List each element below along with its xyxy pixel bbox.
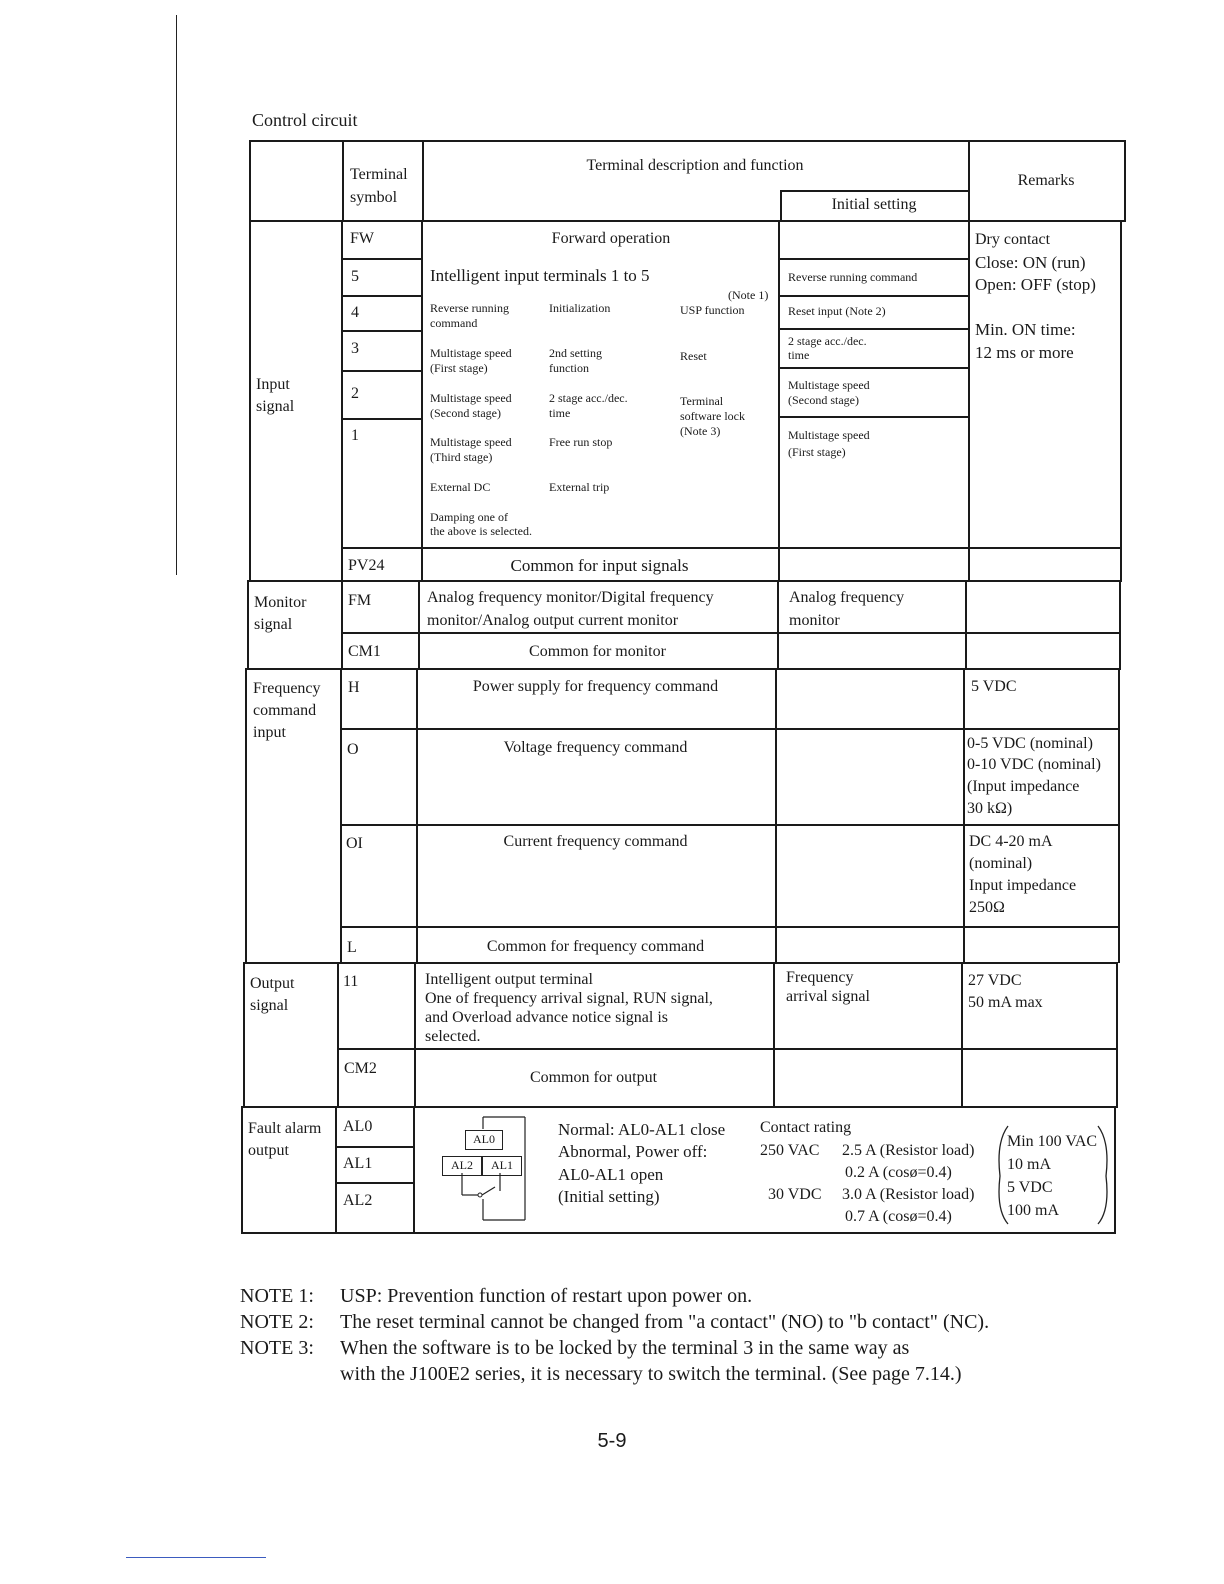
symbol-o: O <box>347 741 359 758</box>
symbol-cm2: CM2 <box>344 1060 377 1077</box>
func-text: Terminal <box>680 394 724 408</box>
relay-al0-box: AL0 <box>465 1130 503 1150</box>
func-text: (First stage) <box>430 361 488 375</box>
func-text: Reverse running <box>430 301 509 315</box>
header-remarks: Remarks <box>1017 172 1075 189</box>
desc-11-3: and Overload advance notice signal is <box>425 1009 669 1026</box>
output-label-1: Output <box>250 975 295 992</box>
initial-fm-2: monitor <box>789 612 840 629</box>
notes <box>240 1283 989 1387</box>
note-1 <box>240 1283 989 1309</box>
fault-desc: Abnormal, Power off: <box>558 1142 708 1161</box>
desc-h: Power supply for frequency command <box>472 678 719 695</box>
desc-fm-1: Analog frequency monitor/Digital frequency <box>427 589 714 606</box>
symbol-pv24: PV24 <box>348 557 385 574</box>
symbol-al0: AL0 <box>343 1118 373 1135</box>
page-number: 5-9 <box>597 1430 627 1452</box>
func-text: (Note 3) <box>680 424 721 438</box>
rating-250-label: 250 VAC <box>760 1142 820 1159</box>
min-rating: Min 100 VAC <box>1007 1133 1098 1150</box>
initial-11-2: arrival signal <box>786 988 870 1005</box>
func-text: Multistage speed <box>430 435 512 449</box>
desc-oi: Current frequency command <box>503 833 688 850</box>
remark-o: 30 kΩ) <box>967 800 1013 817</box>
remark-11: 27 VDC <box>968 972 1022 989</box>
symbol-2: 2 <box>351 385 359 402</box>
remark-line: Min. ON time: <box>975 320 1076 339</box>
desc-11-4: selected. <box>425 1028 481 1045</box>
desc-l: Common for frequency command <box>486 938 705 955</box>
remark-oi: DC 4-20 mA <box>969 833 1053 850</box>
note1-ref: (Note 1) <box>728 288 769 302</box>
initial-2b: (Second stage) <box>788 393 859 407</box>
func-text: External trip <box>549 480 610 494</box>
desc-cm2: Common for output <box>529 1069 658 1086</box>
remark-o: (Input impedance <box>967 778 1080 795</box>
symbol-fm: FM <box>348 592 372 609</box>
header-description: Terminal description and function <box>586 157 804 174</box>
func-text: USP function <box>680 303 745 317</box>
note-label: NOTE 1: <box>240 1285 314 1307</box>
desc-fm-2: monitor/Analog output current monitor <box>427 612 679 629</box>
func-text: software lock <box>680 409 745 423</box>
note-text: The reset terminal cannot be changed from "a contact" (NO) to "b contact" (NC). <box>340 1311 990 1333</box>
remark-line: 12 ms or more <box>975 343 1074 362</box>
fault-label-1: Fault alarm <box>248 1120 322 1137</box>
initial-fm-1: Analog frequency <box>789 589 905 606</box>
func-text: the above is selected. <box>430 524 532 538</box>
note-text: with the J100E2 series, it is necessary to switch the terminal. (See page 7.14.) <box>340 1363 962 1385</box>
remark-o: 0-10 VDC (nominal) <box>967 756 1101 773</box>
initial-2: Multistage speed <box>788 378 870 392</box>
intelligent-input-title: Intelligent input terminals 1 to 5 <box>430 266 650 285</box>
min-rating: 5 VDC <box>1007 1179 1053 1196</box>
fault-desc: AL0-AL1 open <box>558 1165 664 1184</box>
func-text: Initialization <box>549 301 611 315</box>
note-label: NOTE 2: <box>240 1311 314 1333</box>
footer-rule <box>126 1557 266 1558</box>
func-text: (Third stage) <box>430 450 493 464</box>
symbol-4: 4 <box>351 304 359 321</box>
func-text: (Second stage) <box>430 406 501 420</box>
remark-line: Dry contact <box>975 231 1051 248</box>
func-text: Free run stop <box>549 435 613 449</box>
initial-11-1: Frequency <box>786 969 854 986</box>
margin-line <box>176 15 177 575</box>
desc-11-2: One of frequency arrival signal, RUN signal, <box>425 990 713 1007</box>
remark-h: 5 VDC <box>971 678 1017 695</box>
symbol-al1: AL1 <box>343 1155 373 1172</box>
initial-5: Reverse running command <box>788 270 918 284</box>
remark-line: Open: OFF (stop) <box>975 275 1096 294</box>
relay-al2-box: AL2 <box>442 1156 482 1176</box>
freq-label-3: input <box>253 724 286 741</box>
symbol-3: 3 <box>351 340 359 357</box>
symbol-cm1: CM1 <box>348 643 381 660</box>
func-text: External DC <box>430 480 491 494</box>
desc-11-1: Intelligent output terminal <box>425 971 593 988</box>
initial-1: Multistage speed <box>788 428 870 442</box>
rating-30-a: 3.0 A (Resistor load) <box>842 1186 975 1203</box>
remark-o: 0-5 VDC (nominal) <box>967 735 1093 752</box>
func-text: time <box>549 406 571 420</box>
remark-oi: (nominal) <box>969 855 1033 872</box>
func-text: 2nd setting <box>549 346 602 360</box>
note-3-cont <box>240 1361 989 1387</box>
rating-30-label: 30 VDC <box>768 1186 822 1203</box>
initial-3b: time <box>788 348 810 362</box>
fault-desc: Normal: AL0-AL1 close <box>558 1120 726 1139</box>
remark-oi: 250Ω <box>969 899 1005 916</box>
desc-cm1: Common for monitor <box>529 643 666 660</box>
input-signal-label-2: signal <box>256 398 295 415</box>
section-title: Control circuit <box>252 110 358 130</box>
header-initial-setting: Initial setting <box>831 196 917 213</box>
min-rating: 100 mA <box>1007 1202 1059 1219</box>
func-text: Multistage speed <box>430 346 512 360</box>
header-terminal-symbol-2: symbol <box>350 189 398 206</box>
fault-label-2: output <box>248 1142 289 1159</box>
note-3 <box>240 1335 989 1361</box>
symbol-h: H <box>348 679 360 696</box>
func-text: Damping one of <box>430 510 508 524</box>
rating-250-b: 0.2 A (cosø=0.4) <box>845 1164 952 1181</box>
remark-line: Close: ON (run) <box>975 253 1086 272</box>
note-2 <box>240 1309 989 1335</box>
desc-o: Voltage frequency command <box>503 739 688 756</box>
header-terminal-symbol-1: Terminal <box>350 166 408 183</box>
input-signal-label-1: Input <box>256 376 290 393</box>
monitor-signal-label-1: Monitor <box>254 594 307 611</box>
note-text: USP: Prevention function of restart upon power on. <box>340 1285 753 1307</box>
func-text: Multistage speed <box>430 391 512 405</box>
note-label: NOTE 3: <box>240 1337 314 1359</box>
symbol-5: 5 <box>351 268 359 285</box>
fault-desc: (Initial setting) <box>558 1187 660 1206</box>
rating-30-b: 0.7 A (cosø=0.4) <box>845 1208 952 1225</box>
symbol-fw: FW <box>350 230 374 247</box>
note-text: When the software is to be locked by the terminal 3 in the same way as <box>340 1337 910 1359</box>
func-text: function <box>549 361 589 375</box>
symbol-11: 11 <box>343 973 359 990</box>
initial-4: Reset input (Note 2) <box>788 304 886 318</box>
symbol-oi: OI <box>346 835 363 852</box>
output-label-2: signal <box>250 997 289 1014</box>
func-text: 2 stage acc./dec. <box>549 391 628 405</box>
contact-rating: Contact rating <box>760 1119 852 1136</box>
relay-al1-box: AL1 <box>482 1156 522 1176</box>
desc-pv24: Common for input signals <box>510 556 689 575</box>
remark-11: 50 mA max <box>968 994 1043 1011</box>
remark-oi: Input impedance <box>969 877 1077 894</box>
initial-3: 2 stage acc./dec. <box>788 334 867 348</box>
symbol-al2: AL2 <box>343 1192 373 1209</box>
initial-1b: (First stage) <box>788 445 846 459</box>
func-text: command <box>430 316 478 330</box>
freq-label-1: Frequency <box>253 680 321 697</box>
symbol-1: 1 <box>351 427 359 444</box>
symbol-l: L <box>347 939 357 956</box>
func-text: Reset <box>680 349 707 363</box>
desc-fw: Forward operation <box>551 230 671 247</box>
freq-label-2: command <box>253 702 317 719</box>
monitor-signal-label-2: signal <box>254 616 293 633</box>
min-rating: 10 mA <box>1007 1156 1051 1173</box>
rating-250-a: 2.5 A (Resistor load) <box>842 1142 975 1159</box>
